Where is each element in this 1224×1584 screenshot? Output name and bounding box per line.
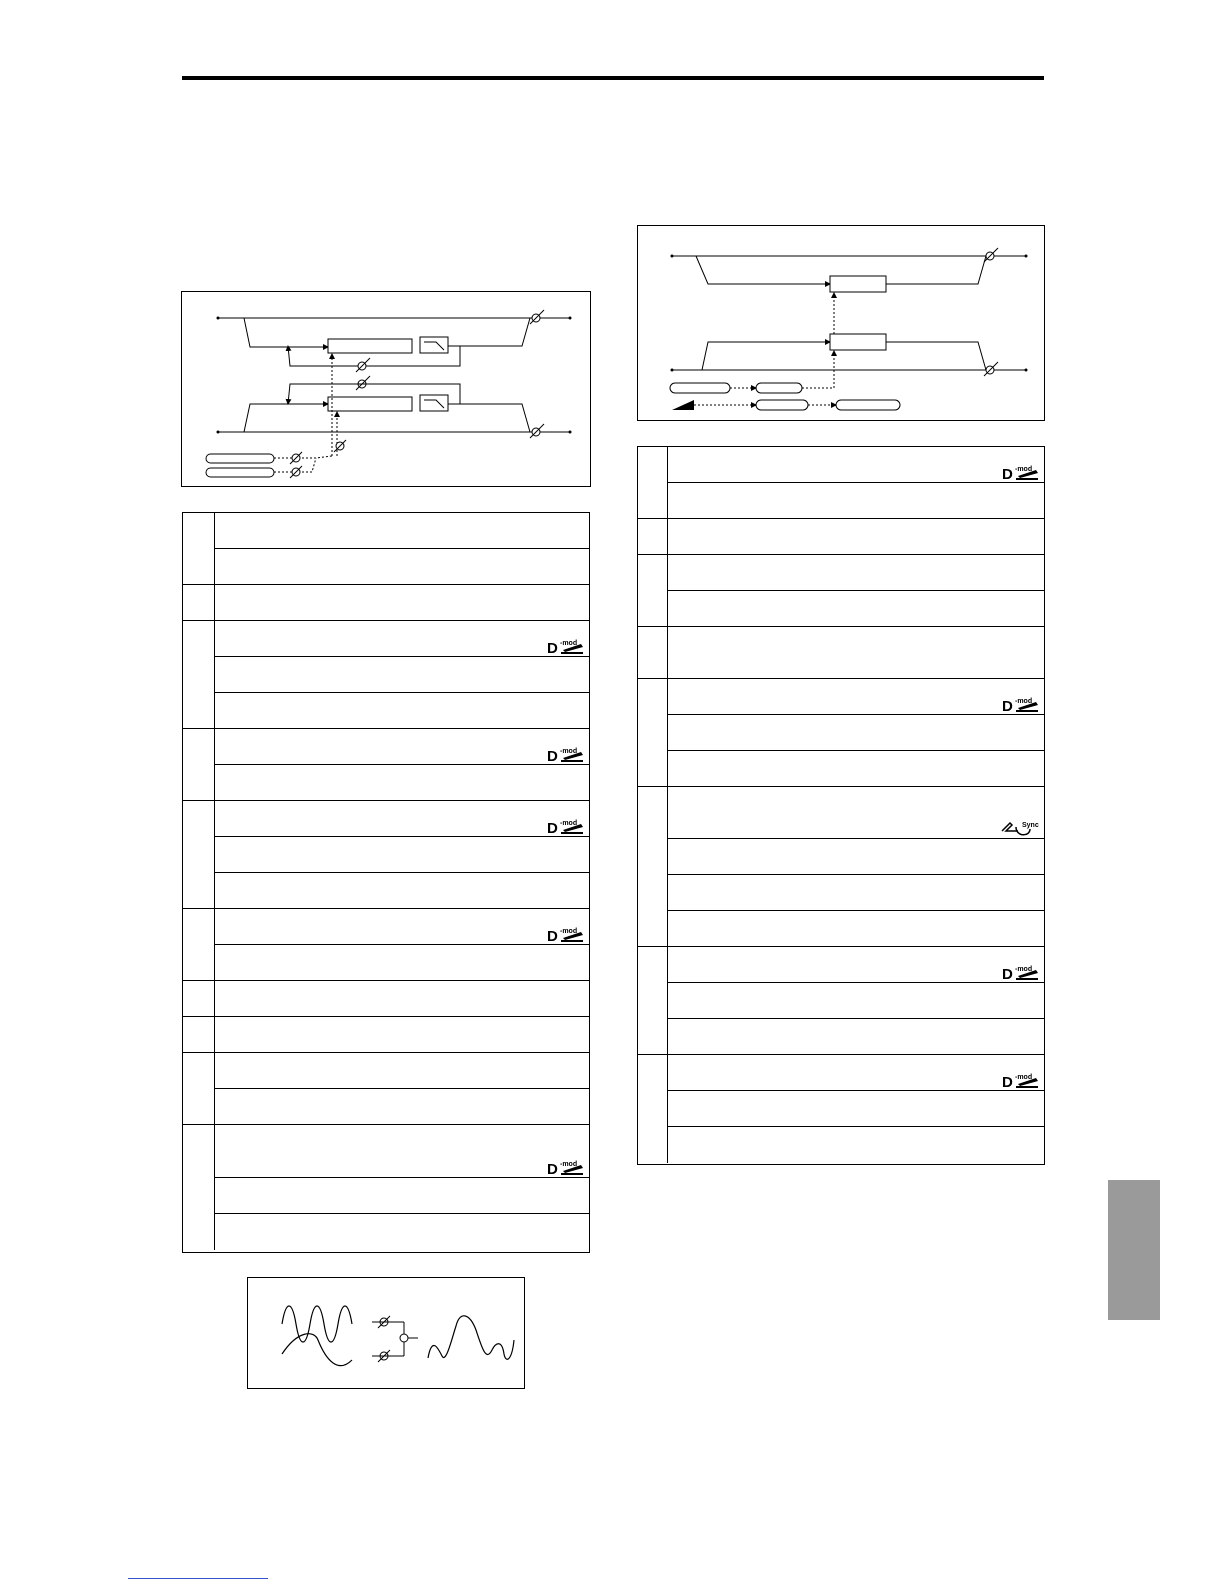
parameter-group-number-cell [638, 787, 668, 947]
parameter-row [638, 483, 1044, 519]
parameter-row [183, 513, 589, 549]
parameter-row [183, 585, 589, 621]
svg-text:D: D [547, 928, 558, 943]
amp-knob-icon [530, 424, 544, 438]
amp-knob-icon [290, 466, 302, 478]
parameter-group-number-cell [183, 729, 215, 801]
parameter-row [183, 909, 589, 945]
svg-text:Sync: Sync [1022, 822, 1039, 829]
svg-text:-mod: -mod [560, 640, 578, 647]
parameter-row [638, 1055, 1044, 1091]
svg-text:D: D [547, 820, 558, 835]
parameter-row [638, 447, 1044, 483]
parameter-row [638, 591, 1044, 627]
svg-text:D: D [1002, 966, 1013, 981]
parameter-group-number-cell [638, 679, 668, 787]
parameter-row [638, 911, 1044, 947]
parameter-row [183, 873, 589, 909]
amp-knob-icon [984, 362, 998, 376]
parameter-row [638, 1019, 1044, 1055]
parameter-row [183, 837, 589, 873]
high-frequency-wave-icon [282, 1306, 352, 1342]
dmod-icon [1002, 697, 1042, 713]
svg-text:D: D [1002, 698, 1013, 713]
parameter-row [638, 679, 1044, 715]
stereo-filter-block-diagram [181, 291, 591, 487]
parameter-row [638, 1091, 1044, 1127]
svg-text:-mod: -mod [560, 928, 578, 935]
parameter-row [183, 657, 589, 693]
parameter-group-number-cell [183, 585, 215, 621]
lowpass-filter-icon [420, 395, 448, 411]
block-diagram-svg [182, 292, 590, 486]
tempo-sync-icon [1000, 821, 1040, 837]
svg-text:D: D [1002, 1074, 1013, 1089]
parameter-row [638, 787, 1044, 839]
parameter-group-number-cell [183, 909, 215, 981]
parameter-group-number-cell [638, 1055, 668, 1163]
mixer-node-icon [400, 1334, 408, 1342]
parameter-row [183, 1053, 589, 1089]
low-frequency-wave-icon [282, 1334, 352, 1366]
parameter-group-number-cell [638, 447, 668, 519]
svg-text:-mod: -mod [1015, 466, 1033, 473]
lowpass-filter-icon [420, 337, 448, 353]
parameter-group-number-cell [183, 1017, 215, 1053]
amp-knob-icon [356, 358, 370, 372]
parameter-row [183, 621, 589, 657]
header-rule [182, 76, 1044, 80]
amp-knob-icon [984, 248, 998, 262]
parameter-group-number-cell [638, 627, 668, 679]
parameter-row [638, 1127, 1044, 1163]
dmod-icon [547, 927, 587, 943]
svg-text:-mod: -mod [1015, 698, 1033, 705]
parameter-row [638, 875, 1044, 911]
waveform-mix-illustration [247, 1277, 525, 1389]
waveform-svg [248, 1278, 524, 1388]
parameter-row [638, 627, 1044, 679]
dmod-icon [547, 819, 587, 835]
trigger-ramp-icon [672, 400, 694, 410]
parameter-row [183, 945, 589, 981]
parameter-row [638, 751, 1044, 787]
svg-text:D: D [1002, 466, 1013, 481]
parameter-row [183, 981, 589, 1017]
svg-text:-mod: -mod [560, 1161, 578, 1168]
parameter-row [183, 801, 589, 837]
parameter-row [183, 729, 589, 765]
svg-text:-mod: -mod [560, 820, 578, 827]
parameter-row [638, 839, 1044, 875]
svg-text:-mod: -mod [560, 748, 578, 755]
block-diagram-svg [638, 226, 1044, 420]
dmod-icon [1002, 965, 1042, 981]
parameter-row [638, 555, 1044, 591]
footer-link[interactable] [128, 1578, 268, 1579]
parameter-row [183, 765, 589, 801]
parameter-row [638, 947, 1044, 983]
parameter-row [183, 1017, 589, 1053]
svg-text:D: D [547, 640, 558, 655]
parameter-group-number-cell [183, 801, 215, 909]
parameter-group-number-cell [183, 621, 215, 729]
svg-text:D: D [547, 748, 558, 763]
parameter-row [638, 519, 1044, 555]
right-parameter-table [637, 446, 1045, 1165]
parameter-group-number-cell [183, 981, 215, 1017]
parameter-row [638, 715, 1044, 751]
svg-text:D: D [547, 1161, 558, 1176]
dmod-icon [1002, 465, 1042, 481]
parameter-group-number-cell [183, 1125, 215, 1250]
amp-knob-icon [334, 440, 346, 452]
mixed-output-wave-icon [428, 1316, 514, 1359]
dmod-icon [547, 1160, 587, 1176]
parameter-row [183, 1089, 589, 1125]
parameter-row [183, 1125, 589, 1178]
left-parameter-table [182, 512, 590, 1253]
parameter-group-number-cell [638, 519, 668, 555]
parameter-row [183, 549, 589, 585]
amp-knob-icon [290, 452, 302, 464]
parameter-group-number-cell [183, 513, 215, 585]
dmod-icon [547, 747, 587, 763]
stereo-effect-block-diagram [637, 225, 1045, 421]
parameter-group-number-cell [638, 947, 668, 1055]
dmod-icon [547, 639, 587, 655]
parameter-group-number-cell [638, 555, 668, 627]
dmod-icon [1002, 1073, 1042, 1089]
parameter-row [183, 1214, 589, 1250]
svg-text:-mod: -mod [1015, 966, 1033, 973]
amp-knob-icon [530, 310, 544, 324]
amp-knob-icon [356, 376, 370, 390]
svg-text:-mod: -mod [1015, 1074, 1033, 1081]
parameter-row [183, 693, 589, 729]
section-side-tab[interactable] [1108, 1180, 1160, 1320]
parameter-row [638, 983, 1044, 1019]
parameter-row [183, 1178, 589, 1214]
parameter-group-number-cell [183, 1053, 215, 1125]
